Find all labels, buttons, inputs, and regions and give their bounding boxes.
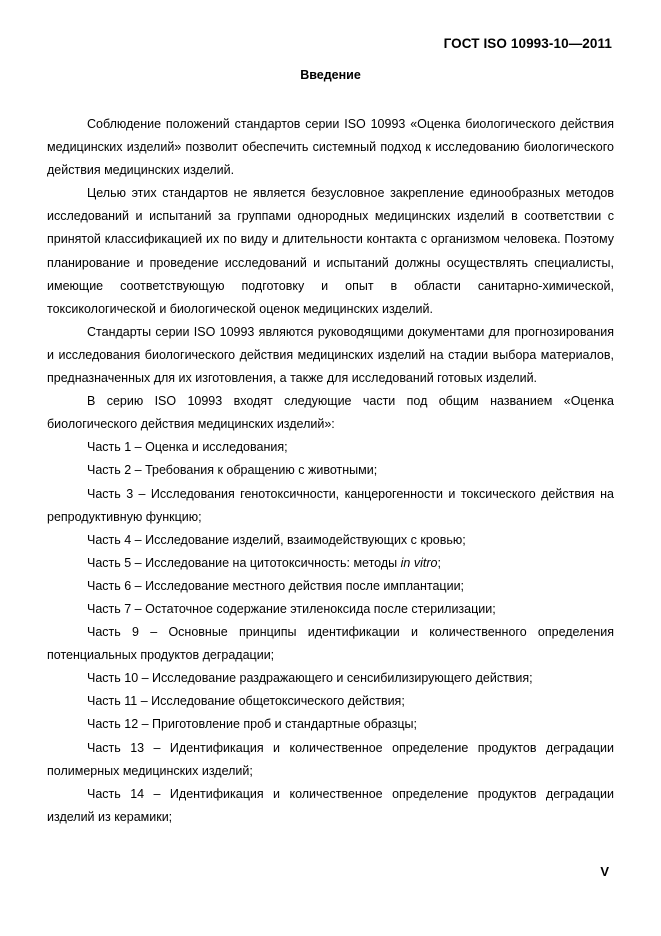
intro-paragraph-2: Целью этих стандартов не является безусловное закрепление единообразных методов исследований и испытаний за группами однородных медицинских изделий в соответствии с принятой классификацией их по виду и длительности контакта с организмом человека. Поэтому планирование и проведение исследований и испытаний должны осуществлять специалисты, имеющие соответствующую подготовку и опыт в области санитарно-химической, токсикологической и биологической оценок медицинских изделий. xyxy=(47,186,614,316)
page-number: V xyxy=(600,864,609,879)
part-item-14: Часть 14 – Идентификация и количественное определение продуктов деградации изделий из керамики; xyxy=(47,786,614,824)
part-item-5-text: Часть 5 – Исследование на цитотоксичность: методы xyxy=(87,555,401,570)
section-title: Введение xyxy=(300,68,361,82)
document-header: ГОСТ ISO 10993-10—2011 xyxy=(443,36,612,51)
part-item-5-italic: in vitro xyxy=(400,555,438,570)
part-item-10: Часть 10 – Исследование раздражающего и сенсибилизирующего действия; xyxy=(87,671,533,686)
part-item-13: Часть 13 – Идентификация и количественное определение продуктов деградации полимерных медицинских изделий; xyxy=(47,740,614,778)
part-item-2: Часть 2 – Требования к обращению с животными; xyxy=(87,463,378,478)
part-item-5 xyxy=(47,552,614,575)
part-item-3: Часть 3 – Исследования генотоксичности, канцерогенности и токсического действия на репродуктивную функцию; xyxy=(47,486,614,524)
part-item-1: Часть 1 – Оценка и исследования; xyxy=(87,440,288,455)
part-item-9: Часть 9 – Основные принципы идентификации и количественного определения потенциальных продуктов деградации; xyxy=(47,625,614,663)
part-item-6: Часть 6 – Исследование местного действия после имплантации; xyxy=(87,578,465,593)
part-item-11: Часть 11 – Исследование общетоксического действия; xyxy=(87,694,405,709)
part-item-12: Часть 12 – Приготовление проб и стандартные образцы; xyxy=(87,717,418,732)
intro-paragraph-4: В серию ISO 10993 входят следующие части под общим названием «Оценка биологического действия медицинских изделий»: xyxy=(47,394,614,432)
part-item-7: Часть 7 – Остаточное содержание этиленоксида после стерилизации; xyxy=(87,601,496,616)
part-item-4: Часть 4 – Исследование изделий, взаимодействующих с кровью; xyxy=(87,532,466,547)
intro-paragraph-3: Стандарты серии ISO 10993 являются руководящими документами для прогнозирования и исследования биологического действия медицинских изделий на стадии выбора материалов, предназначенных для их изготовления, а также для исследований готовых изделий. xyxy=(47,324,614,386)
part-item-5-end: ; xyxy=(437,555,441,570)
intro-paragraph-1: Соблюдение положений стандартов серии ISO 10993 «Оценка биологического действия медицинских изделий» позволит обеспечить системный подход к исследованию биологического действия медицинских изделий. xyxy=(47,117,614,178)
document-body xyxy=(47,113,614,829)
